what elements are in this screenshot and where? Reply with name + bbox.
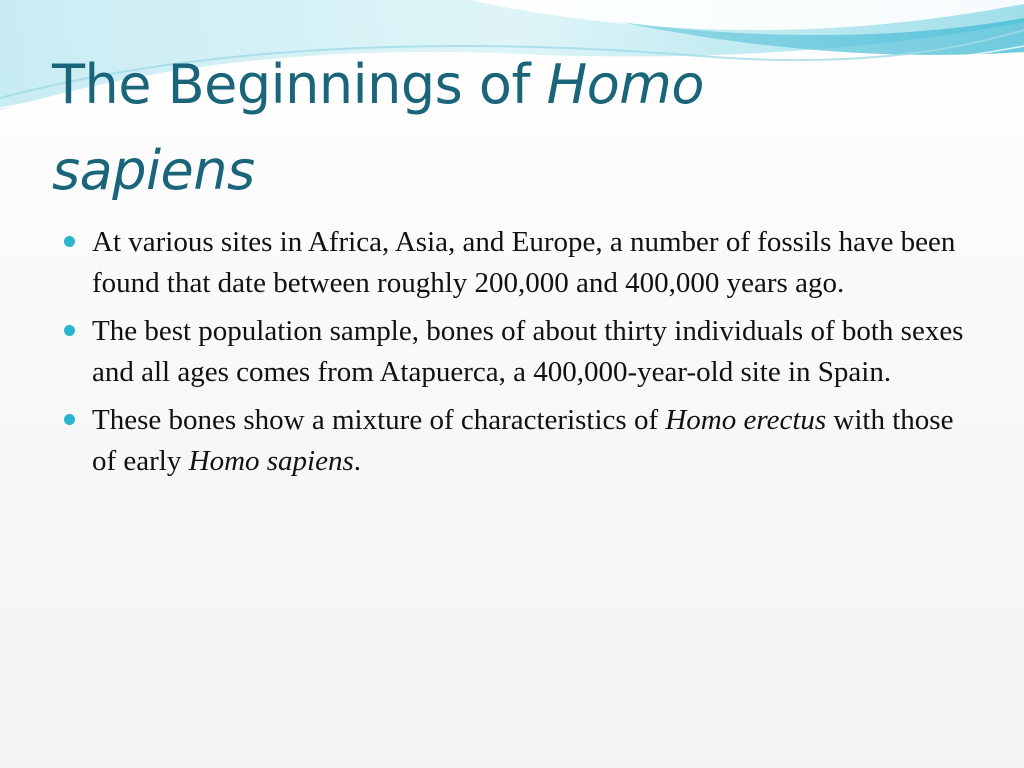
bullet-dot-icon <box>64 236 75 247</box>
bullet-dot-icon <box>64 325 75 336</box>
slide-title-italic-homo: Homo <box>546 53 704 116</box>
bullet-item <box>64 400 964 482</box>
slide-title <box>52 42 952 214</box>
bullet-text: with those of early <box>92 404 954 477</box>
bullet-text: At various sites in Africa, Asia, and Europe, a number of fossils have been found that date between roughly 200,000 and 400,000 years ago. <box>92 226 956 299</box>
bullet-list <box>64 222 964 489</box>
bullet-dot-icon <box>64 414 75 425</box>
slide-title-italic-sapiens: sapiens <box>52 139 255 202</box>
bullet-item <box>64 222 964 304</box>
bullet-text: The best population sample, bones of about thirty individuals of both sexes and all ages comes from Atapuerca, a 400,000-year-old site in Spain. <box>92 315 964 388</box>
slide-title-text: The Beginnings of <box>52 53 547 116</box>
bullet-italic-homo-sapiens: Homo sapiens <box>188 445 354 477</box>
bullet-text: . <box>353 445 362 477</box>
bullet-italic-homo-erectus: Homo erectus <box>665 404 827 436</box>
bullet-item <box>64 311 964 393</box>
bullet-text: These bones show a mixture of characteristics of <box>92 404 666 436</box>
